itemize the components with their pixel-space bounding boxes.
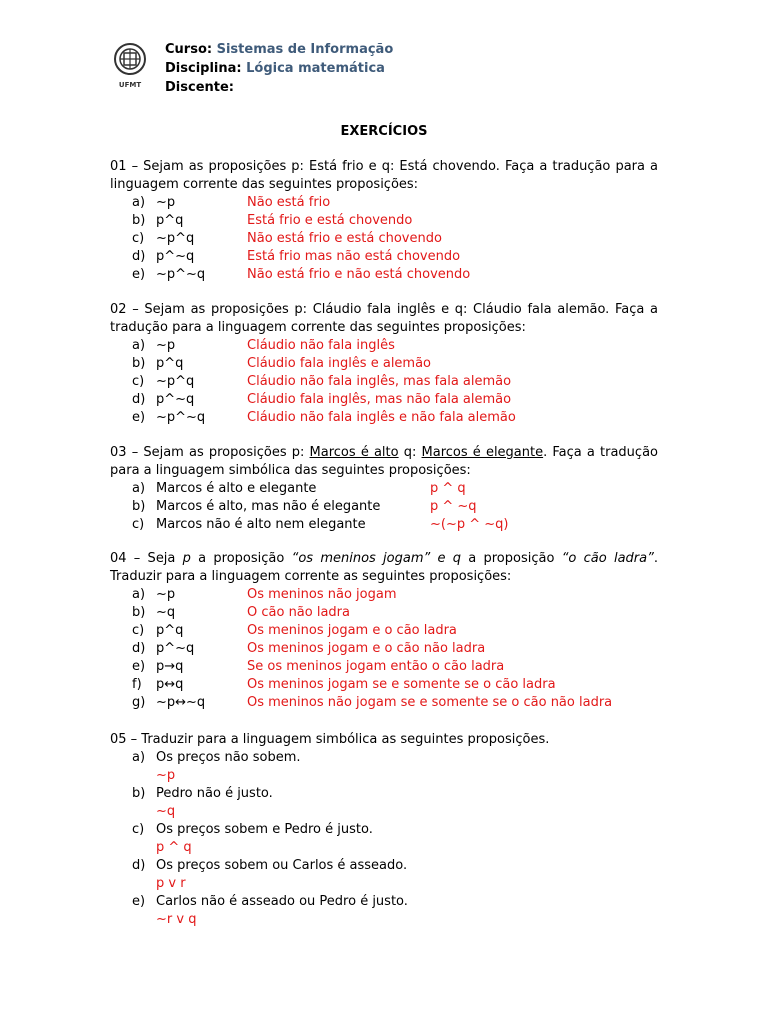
item-expression: ~p^~q bbox=[156, 410, 206, 425]
item-label: c) bbox=[132, 517, 145, 532]
item-answer: p ^ ~q bbox=[430, 499, 477, 514]
discipline-value: Lógica matemática bbox=[246, 61, 385, 76]
item-label: b) bbox=[132, 356, 146, 371]
item-label: c) bbox=[132, 822, 145, 837]
list-item-answer bbox=[110, 803, 658, 821]
item-answer: Cláudio não fala inglês, mas fala alemão bbox=[247, 374, 512, 389]
item-label: c) bbox=[132, 623, 145, 638]
item-label: b) bbox=[132, 605, 146, 620]
item-expression: ~p bbox=[156, 195, 176, 210]
item-expression: p↔q bbox=[156, 677, 184, 692]
item-answer: ~r v q bbox=[156, 912, 197, 927]
item-expression: ~p bbox=[156, 338, 176, 353]
student-label: Discente: bbox=[165, 80, 234, 95]
page-title: EXERCÍCIOS bbox=[340, 124, 428, 139]
question-2-text: 02 – Sejam as proposições p: Cláudio fala inglês e q: Cláudio fala alemão. Faça a tradução para a linguagem corrente das seguintes proposições: bbox=[110, 302, 658, 335]
course-line bbox=[165, 40, 393, 59]
item-label: a) bbox=[132, 338, 146, 353]
q3-prop-p: Marcos é alto bbox=[309, 445, 399, 460]
item-answer: Cláudio não fala inglês e não fala alemão bbox=[247, 410, 516, 425]
list-item bbox=[110, 604, 658, 622]
list-item bbox=[110, 373, 658, 391]
item-label: c) bbox=[132, 231, 145, 246]
list-item bbox=[110, 248, 658, 266]
item-label: e) bbox=[132, 410, 146, 425]
question-3 bbox=[110, 444, 658, 534]
item-answer: ~(~p ^ ~q) bbox=[430, 517, 509, 532]
student-line bbox=[165, 78, 393, 97]
item-label: c) bbox=[132, 374, 145, 389]
q4-p-var: p bbox=[182, 551, 191, 566]
item-label: f) bbox=[132, 677, 142, 692]
item-label: d) bbox=[132, 858, 146, 873]
item-expression: ~q bbox=[156, 605, 176, 620]
list-item bbox=[110, 749, 658, 767]
item-answer: p ^ q bbox=[156, 840, 192, 855]
item-expression: p^~q bbox=[156, 249, 195, 264]
item-answer: O cão não ladra bbox=[247, 605, 350, 620]
course-value: Sistemas de Informação bbox=[216, 42, 394, 57]
item-label: b) bbox=[132, 786, 146, 801]
item-expression: p^q bbox=[156, 356, 184, 371]
item-label: a) bbox=[132, 481, 146, 496]
item-label: g) bbox=[132, 695, 146, 710]
list-item bbox=[110, 480, 658, 498]
item-answer: Cláudio fala inglês e alemão bbox=[247, 356, 432, 371]
item-label: d) bbox=[132, 641, 146, 656]
item-label: d) bbox=[132, 392, 146, 407]
list-item bbox=[110, 337, 658, 355]
q3-text-start: 03 – Sejam as proposições p: bbox=[110, 445, 310, 460]
item-expression: ~p bbox=[156, 587, 176, 602]
question-5-text: 05 – Traduzir para a linguagem simbólica as seguintes proposições. bbox=[110, 732, 550, 747]
list-item-answer bbox=[110, 875, 658, 893]
item-text: Os preços sobem e Pedro é justo. bbox=[156, 822, 373, 837]
item-label: a) bbox=[132, 750, 146, 765]
list-item bbox=[110, 498, 658, 516]
list-item bbox=[110, 857, 658, 875]
item-expression: ~p^q bbox=[156, 374, 195, 389]
q4-prop-q: “o cão ladra” bbox=[561, 551, 654, 566]
list-item bbox=[110, 194, 658, 212]
item-expression: ~p↔~q bbox=[156, 695, 206, 710]
list-item bbox=[110, 694, 658, 712]
item-expression: p→q bbox=[156, 659, 184, 674]
question-5 bbox=[110, 731, 658, 929]
q3-text-mid: q: bbox=[398, 445, 422, 460]
list-item bbox=[110, 676, 658, 694]
item-answer: Está frio mas não está chovendo bbox=[247, 249, 461, 264]
item-expression: Marcos não é alto nem elegante bbox=[156, 517, 366, 532]
item-label: d) bbox=[132, 249, 146, 264]
item-expression: p^q bbox=[156, 623, 184, 638]
item-expression: p^q bbox=[156, 213, 184, 228]
question-1 bbox=[110, 158, 658, 284]
list-item bbox=[110, 212, 658, 230]
q3-text-end: . Faça a tradução para a linguagem simbólica das seguintes proposições: bbox=[110, 445, 658, 478]
ufmt-logo bbox=[112, 42, 148, 92]
item-expression: Marcos é alto, mas não é elegante bbox=[156, 499, 381, 514]
item-answer: Não está frio e está chovendo bbox=[247, 231, 442, 246]
list-item bbox=[110, 230, 658, 248]
item-text: Pedro não é justo. bbox=[156, 786, 273, 801]
q4-text-end: . Traduzir para a linguagem corrente as seguintes proposições: bbox=[110, 551, 658, 584]
list-item-answer bbox=[110, 839, 658, 857]
list-item-answer bbox=[110, 767, 658, 785]
item-expression: ~p^~q bbox=[156, 267, 206, 282]
item-answer: Não está frio e não está chovendo bbox=[247, 267, 471, 282]
item-answer: Os meninos não jogam bbox=[247, 587, 397, 602]
list-item bbox=[110, 586, 658, 604]
list-item bbox=[110, 391, 658, 409]
item-answer: Cláudio não fala inglês bbox=[247, 338, 395, 353]
item-answer: Se os meninos jogam então o cão ladra bbox=[247, 659, 505, 674]
item-answer: Os meninos jogam e o cão ladra bbox=[247, 623, 457, 638]
list-item bbox=[110, 355, 658, 373]
item-answer: Está frio e está chovendo bbox=[247, 213, 413, 228]
list-item bbox=[110, 266, 658, 284]
list-item bbox=[110, 409, 658, 427]
question-4 bbox=[110, 550, 658, 712]
item-label: b) bbox=[132, 499, 146, 514]
item-answer: Os meninos jogam e o cão não ladra bbox=[247, 641, 486, 656]
item-answer: ~q bbox=[156, 804, 176, 819]
q4-prop-p: “os meninos jogam” e q bbox=[291, 551, 462, 566]
item-answer: ~p bbox=[156, 768, 176, 783]
item-text: Carlos não é asseado ou Pedro é justo. bbox=[156, 894, 408, 909]
question-2 bbox=[110, 301, 658, 427]
item-answer: p v r bbox=[156, 876, 186, 891]
discipline-line bbox=[165, 59, 393, 78]
item-expression: ~p^q bbox=[156, 231, 195, 246]
list-item bbox=[110, 821, 658, 839]
q4-text-start: 04 – Seja bbox=[110, 551, 183, 566]
item-label: e) bbox=[132, 659, 146, 674]
item-label: e) bbox=[132, 267, 146, 282]
item-label: a) bbox=[132, 195, 146, 210]
list-item bbox=[110, 893, 658, 911]
list-item bbox=[110, 622, 658, 640]
logo-text: UFMT bbox=[118, 81, 142, 89]
item-text: Os preços não sobem. bbox=[156, 750, 301, 765]
list-item bbox=[110, 785, 658, 803]
list-item bbox=[110, 658, 658, 676]
item-expression: p^~q bbox=[156, 392, 195, 407]
item-label: e) bbox=[132, 894, 146, 909]
item-answer: Não está frio bbox=[247, 195, 331, 210]
question-3-text bbox=[110, 444, 658, 480]
item-label: b) bbox=[132, 213, 146, 228]
item-answer: Cláudio fala inglês, mas não fala alemão bbox=[247, 392, 512, 407]
list-item bbox=[110, 640, 658, 658]
q4-text-3: a proposição bbox=[461, 551, 562, 566]
item-text: Os preços sobem ou Carlos é asseado. bbox=[156, 858, 408, 873]
q3-prop-q: Marcos é elegante bbox=[421, 445, 544, 460]
item-answer: Os meninos não jogam se e somente se o cão não ladra bbox=[247, 695, 613, 710]
q4-text-2: a proposição bbox=[190, 551, 292, 566]
item-answer: Os meninos jogam se e somente se o cão ladra bbox=[247, 677, 556, 692]
item-expression: Marcos é alto e elegante bbox=[156, 481, 317, 496]
discipline-label: Disciplina: bbox=[165, 61, 242, 76]
list-item-answer bbox=[110, 911, 658, 929]
question-4-text bbox=[110, 550, 658, 586]
item-answer: p ^ q bbox=[430, 481, 466, 496]
course-label: Curso: bbox=[165, 42, 213, 57]
document-header bbox=[112, 40, 412, 100]
item-expression: p^~q bbox=[156, 641, 195, 656]
question-1-text: 01 – Sejam as proposições p: Está frio e q: Está chovendo. Faça a tradução para a linguagem corrente das seguintes proposições: bbox=[110, 159, 658, 192]
list-item bbox=[110, 516, 658, 534]
item-label: a) bbox=[132, 587, 146, 602]
